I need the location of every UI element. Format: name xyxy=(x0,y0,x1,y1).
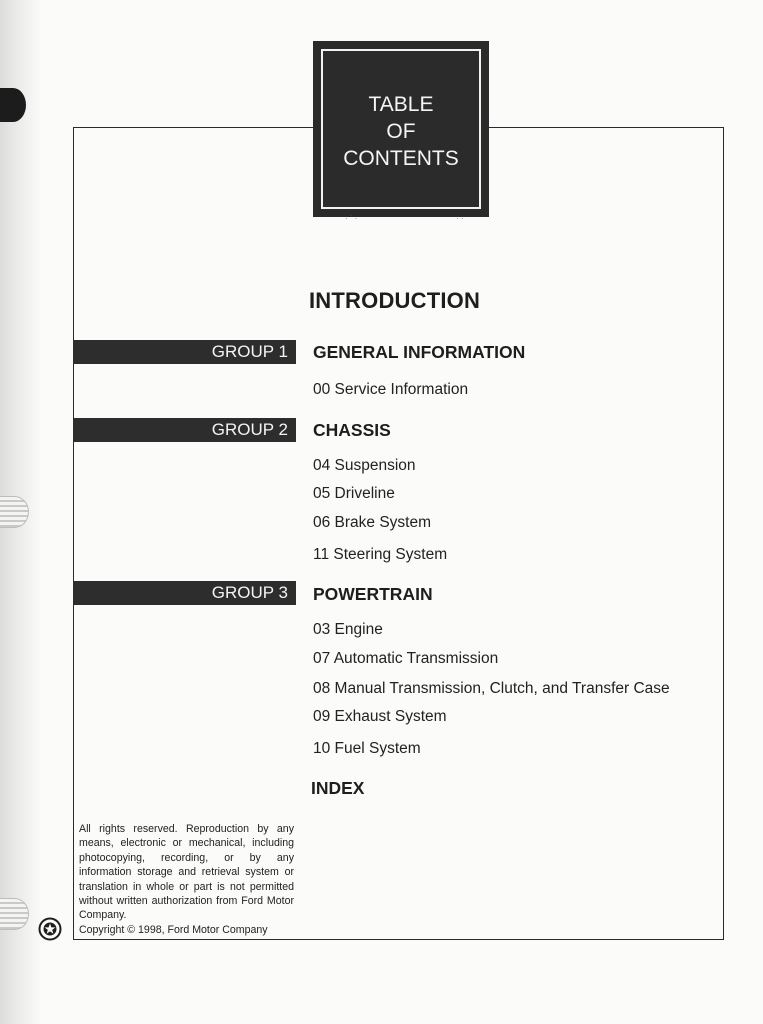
binder-hole-top xyxy=(0,88,26,122)
toc-header-line-2: OF xyxy=(386,119,416,143)
group-3-bar: GROUP 3 xyxy=(73,581,296,605)
binder-hole-bottom xyxy=(0,898,29,930)
toc-header-line-1: TABLE xyxy=(368,92,434,116)
toc-header-line-3: CONTENTS xyxy=(343,146,459,170)
toc-item[interactable]: 10 Fuel System xyxy=(313,740,421,757)
toc-item[interactable]: 04 Suspension xyxy=(313,457,416,474)
introduction-heading[interactable]: INTRODUCTION xyxy=(309,288,481,313)
toc-header-inner xyxy=(321,49,481,209)
toc-item[interactable]: 08 Manual Transmission, Clutch, and Transfer Case xyxy=(313,680,670,697)
group-2-bar: GROUP 2 xyxy=(73,418,296,442)
toc-item[interactable]: 06 Brake System xyxy=(313,514,432,531)
content-frame xyxy=(73,127,724,940)
scan-speck: · · xyxy=(456,214,464,223)
copyright-body: All rights reserved. Reproduction by any means, electronic or mechanical, including photocopying, recording, or by any information storage and retrieval system or translation in whole or part is not permitted without written authorization from Ford Motor Company. xyxy=(79,823,294,922)
toc-item[interactable]: 11 Steering System xyxy=(313,546,448,563)
section-title-powertrain[interactable]: POWERTRAIN xyxy=(313,584,433,604)
toc-item[interactable]: 09 Exhaust System xyxy=(313,708,447,725)
toc-item[interactable]: 00 Service Information xyxy=(313,381,469,398)
copyright-line: Copyright © 1998, Ford Motor Company xyxy=(79,923,268,936)
group-1-bar: GROUP 1 xyxy=(73,340,296,364)
toc-header-box xyxy=(313,41,489,217)
toc-item[interactable]: 05 Driveline xyxy=(313,485,395,502)
ford-emblem-icon xyxy=(38,917,62,941)
toc-item[interactable]: 07 Automatic Transmission xyxy=(313,650,499,667)
index-heading[interactable]: INDEX xyxy=(311,778,365,798)
scan-speck: · ˙ · xyxy=(345,214,358,223)
section-title-chassis[interactable]: CHASSIS xyxy=(313,420,391,440)
copyright-notice xyxy=(79,822,294,937)
binder-hole-middle xyxy=(0,496,29,528)
toc-item[interactable]: 03 Engine xyxy=(313,621,383,638)
section-title-general-information[interactable]: GENERAL INFORMATION xyxy=(313,342,526,362)
